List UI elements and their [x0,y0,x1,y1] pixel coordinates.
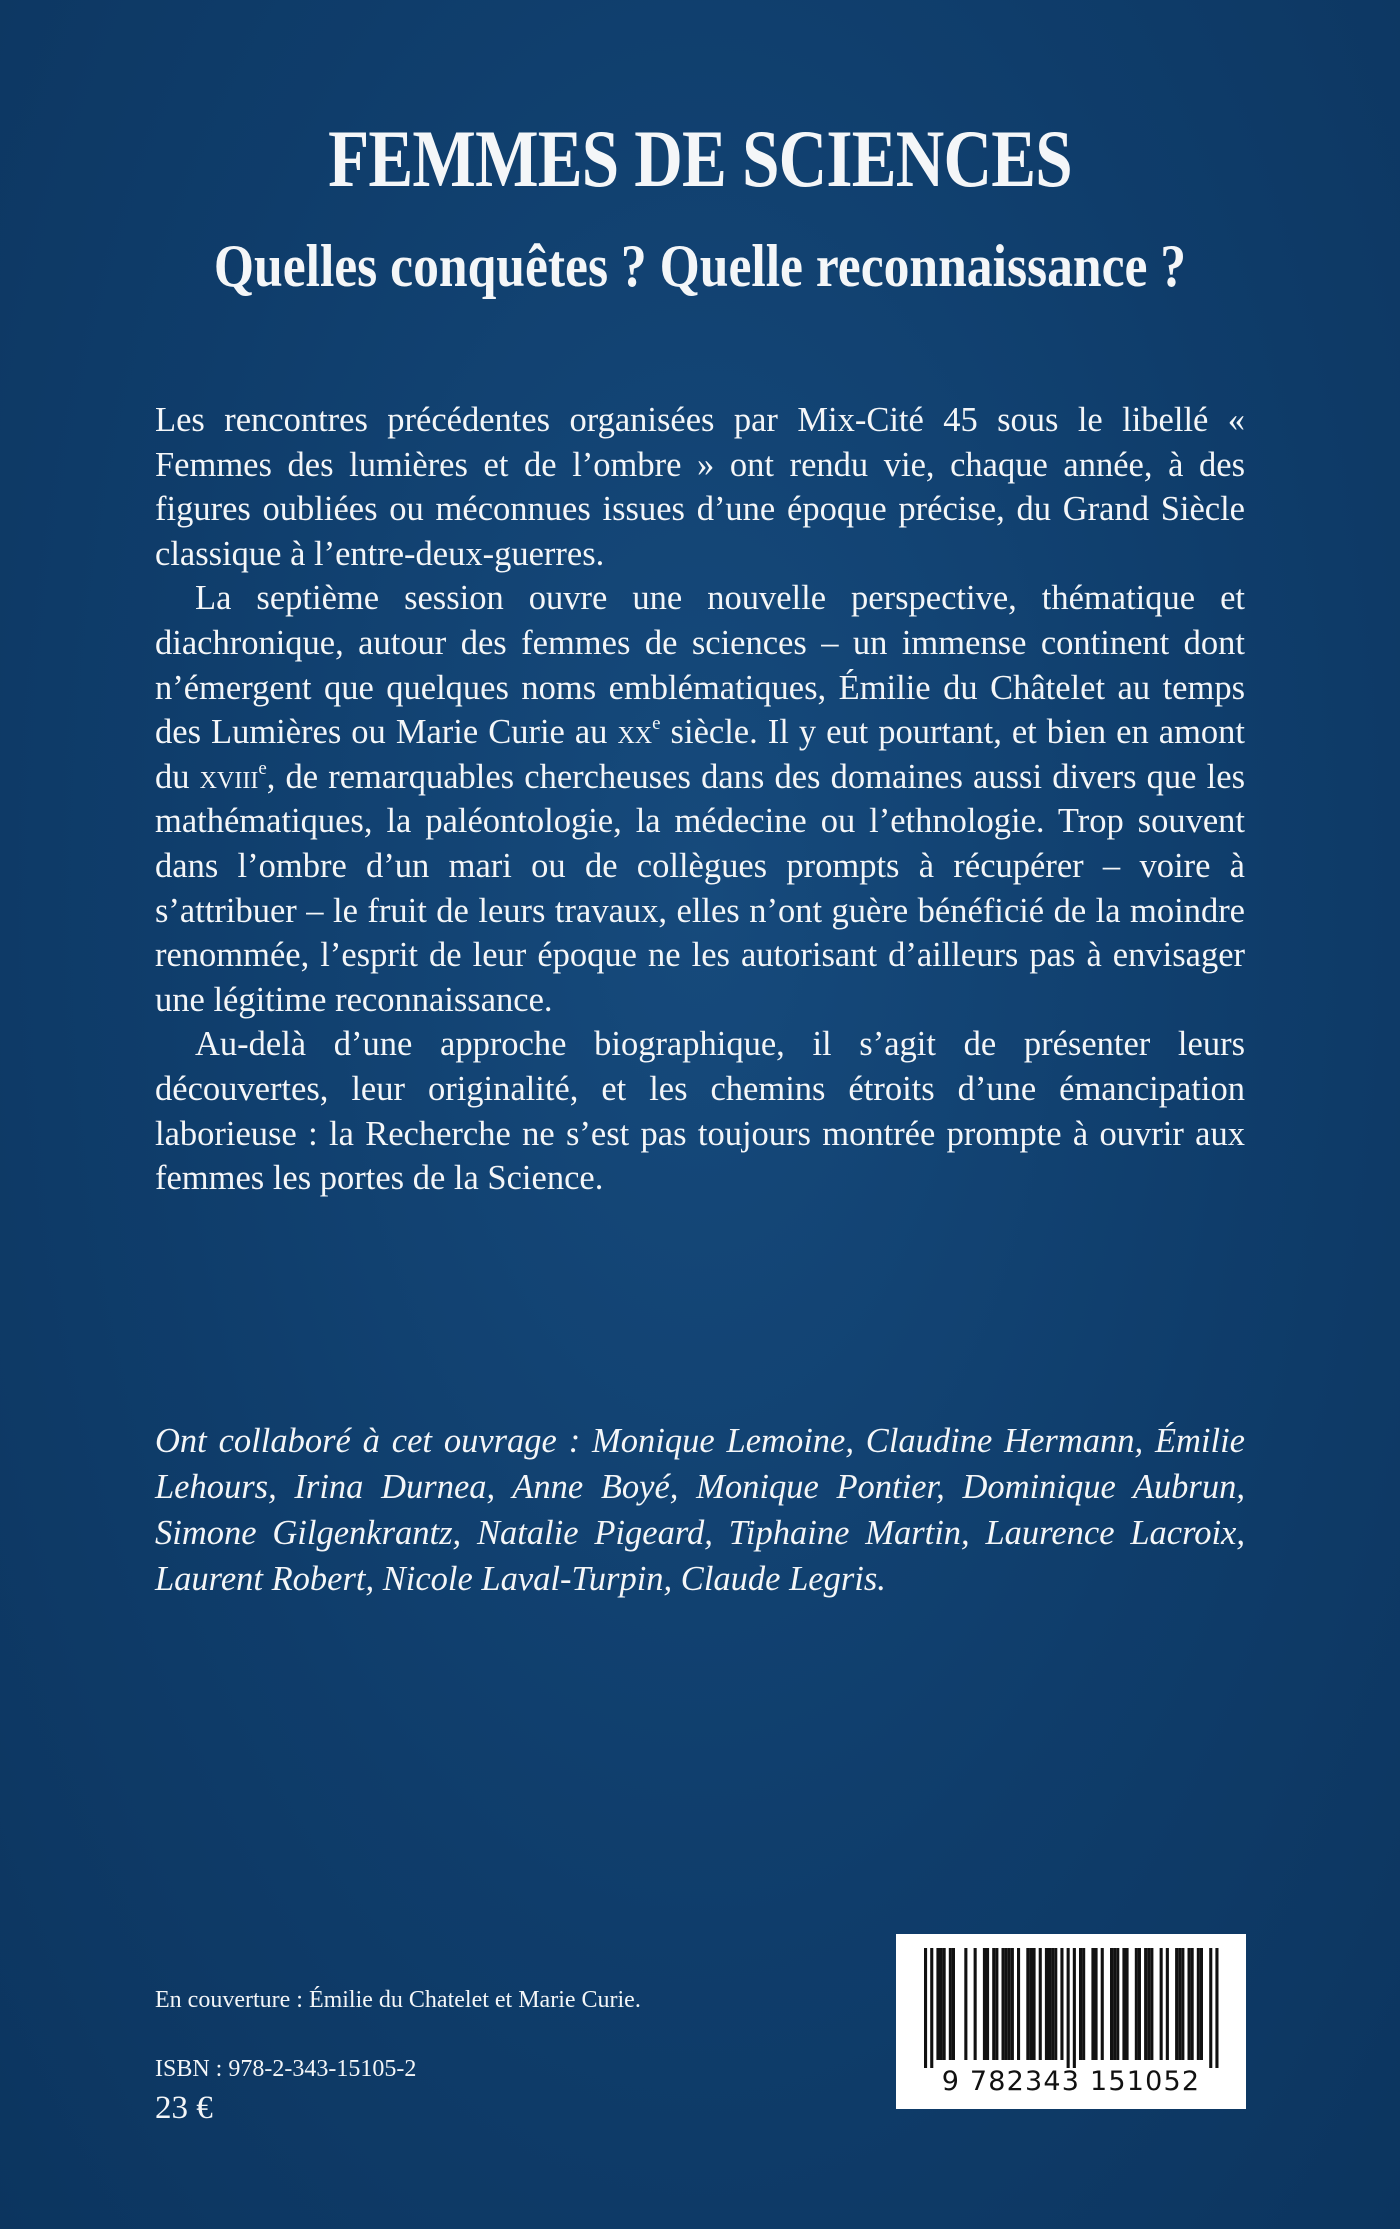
barcode-bar [995,1948,998,2060]
barcode-bar [1045,1948,1048,2060]
barcode-bar [1113,1948,1116,2060]
blurb-paragraph-2-part-1: La septième session ouvre une nouvelle perspective, thématique et diachronique, autour des femmes de sciences – un immense continent dont n’émergent que quelques noms emblématiques, Émilie du Châtelet au temps des Lumières ou Marie Curie au [155,579,1245,752]
barcode-bar [986,1948,989,2060]
barcode-bar [1188,1948,1191,2060]
barcode-bar [1200,1948,1203,2060]
barcode-bar [1175,1948,1178,2060]
price: 23 € [155,2090,213,2126]
barcode-bar [1005,1948,1008,2060]
barcode [896,1934,1246,2109]
century-20-superscript: e [652,712,661,734]
barcode-bar [1011,1948,1014,2060]
barcode-bar [1095,1948,1098,2060]
barcode-bar [1135,1948,1138,2060]
barcode-bar [1122,1948,1125,2060]
isbn: ISBN : 978-2-343-15105-2 [155,2056,417,2082]
barcode-bar [1054,1948,1057,2060]
barcode-bar [1079,1948,1082,2060]
barcode-bar [1101,1948,1104,2060]
barcode-bar [964,1948,967,2060]
blurb-paragraph-1: Les rencontres précédentes organisées par Mix-Cité 45 sous le libellé « Femmes des lumières et de l’ombre » ont rendu vie, chaque année, à des figures oubliées ou méconnues issues d’une époque précise, du Grand Siècle classique à l’entre-deux-guerres. [155,401,1245,573]
barcode-bar [1091,1948,1094,2060]
barcode-bar [1147,1948,1150,2060]
barcode-bar [1144,1948,1147,2060]
barcode-bar [1178,1948,1181,2060]
barcode-bar [1017,1948,1020,2060]
century-18-superscript: e [258,757,267,779]
book-title: FEMMES DE SCIENCES [328,113,1072,204]
blurb [155,398,1245,1201]
century-18: xviii [199,757,259,796]
barcode-bar [1197,1948,1200,2060]
barcode-bar [1209,1948,1212,2068]
barcode-bar [1067,1948,1070,2068]
barcode-bar [992,1948,995,2060]
barcode-bar [1110,1948,1113,2060]
barcode-bar [1126,1948,1129,2060]
barcode-bar [924,1948,927,2068]
barcode-bar [1051,1948,1054,2060]
barcode-bar [1029,1948,1032,2060]
barcode-bar [1002,1948,1005,2060]
barcode-bar [1039,1948,1042,2060]
barcode-bar [936,1948,939,2060]
barcode-bar [1008,1948,1011,2060]
barcode-bar [1033,1948,1036,2060]
barcode-bar [1166,1948,1169,2060]
cover-credit: En couverture : Émilie du Chatelet et Marie Curie. [155,1987,641,2013]
barcode-bar [1116,1948,1119,2060]
barcode-bar [1082,1948,1085,2060]
barcode-bar [1191,1948,1194,2060]
barcode-bar [1138,1948,1141,2060]
blurb-paragraph-3: Au-delà d’une approche biographique, il s’agit de présenter leurs découvertes, leur originalité, et les chemins étroits d’une émancipation laborieuse : la Recherche ne s’est pas toujours montrée prompte à ouvrir aux femmes les portes de la Science. [155,1025,1245,1198]
barcode-bar [1215,1948,1218,2068]
barcode-bar [940,1948,943,2060]
barcode-bar [949,1948,952,2060]
barcode-bar [1150,1948,1153,2060]
barcode-bar [1026,1948,1029,2060]
blurb-paragraph-2-part-2: siècle. Il y eut pourtant, et bien en amont du [155,713,1245,796]
blurb-paragraph-2-part-3: , de remarquables chercheuses dans des domaines aussi divers que les mathématiques, la paléontologie, la médecine ou l’ethnologie. Trop souvent dans l’ombre d’un mari ou de collègues prompts à récupérer – voire à s’attribuer – le fruit de leurs travaux, elles n’ont guère bénéficié de la moindre renommée, l’esprit de leur époque ne les autorisant d’ailleurs pas à envisager une légitime reconnaissance. [155,757,1245,1019]
barcode-bar [943,1948,946,2060]
barcode-bar [1048,1948,1051,2060]
blurb-paragraph-2 [155,576,1245,1022]
barcode-bar [952,1948,955,2060]
contributors-list: Ont collaboré à cet ouvrage : Monique Lemoine, Claudine Hermann, Émilie Lehours, Irina Durnea, Anne Boyé, Monique Pontier, Dominique Aubrun, Simone Gilgenkrantz, Natalie Pigeard, Tiphaine Martin, Laurence Lacroix, Laurent Robert, Nicole Laval-Turpin, Claude Legris. [155,1422,1245,1598]
barcode-bar [974,1948,977,2060]
barcode-bar [930,1948,933,2068]
barcode-number: 9 782343 151052 [941,2066,1201,2097]
book-subtitle: Quelles conquêtes ? Quelle reconnaissance ? [213,233,1187,299]
century-20: xx [617,713,653,752]
barcode-bar [1160,1948,1163,2060]
barcode-bar [1181,1948,1184,2060]
barcode-bar [1073,1948,1076,2068]
barcode-bar [983,1948,986,2060]
barcode-bar [1060,1948,1063,2060]
